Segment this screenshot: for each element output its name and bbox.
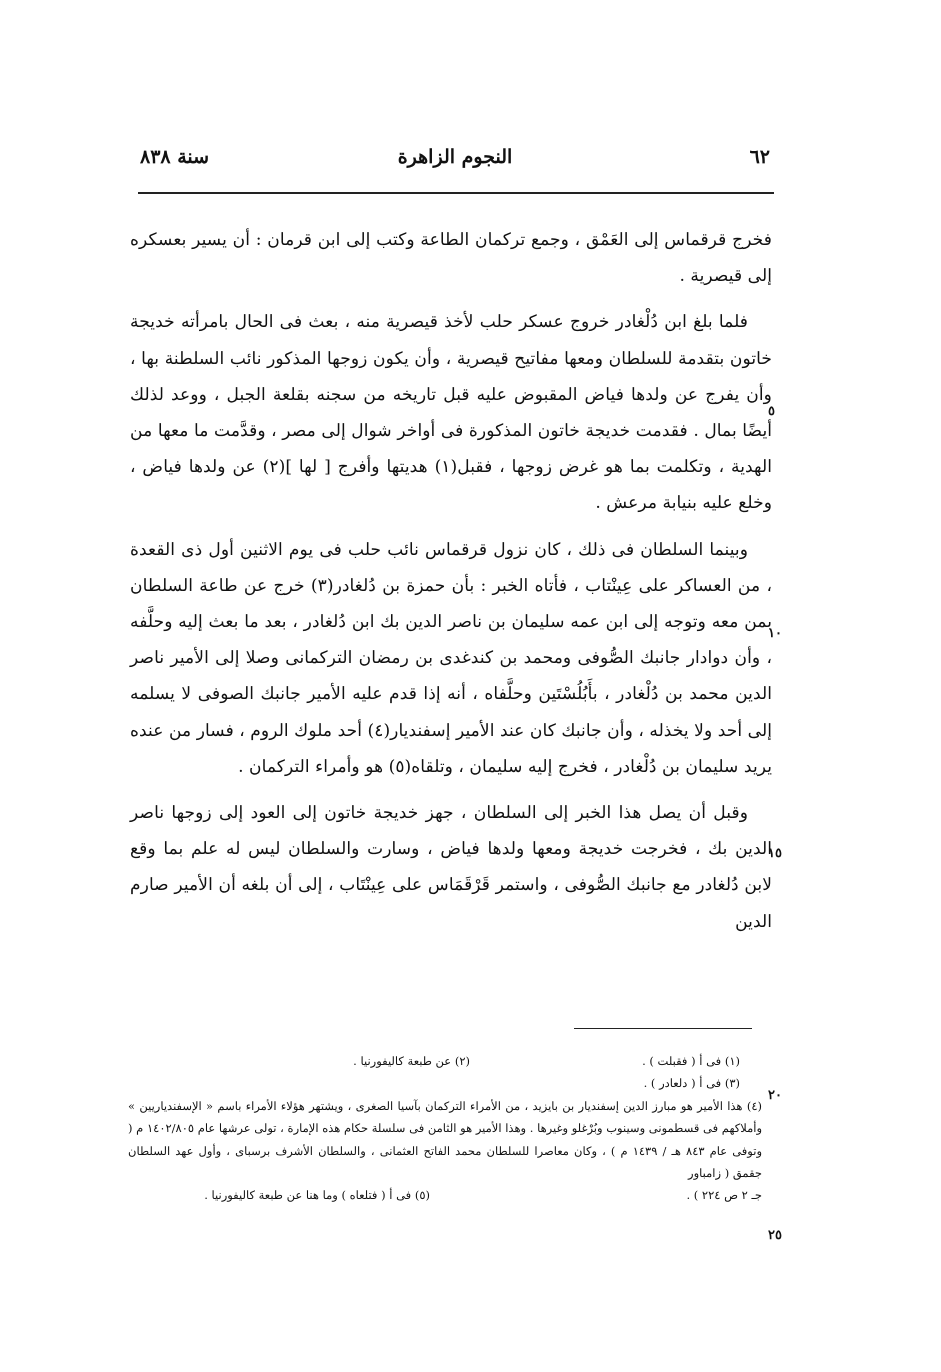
paragraph: وبينما السلطان فى ذلك ، كان نزول قرقماس نائب حلب فى يوم الاثنين أول ذى القعدة ، من العساكر على عِينْتاب ، فأتاه الخبر : بأن حمزة بن دُلغادر(٣) خرج عن طاعة السلطان بمن معه وتوجه إلى ابن عمه سليمان بن ناصر الدين بك ابن دُلغادر ، بعد ما بعث إليه وحلَّفه ، وأن دوادار جانبك الصُّوفى ومحمد بن كندغدى بن رمضان التركمانى وصلا إلى الأمير ناصر الدين محمد بن دُلْغادر ، بأَبُلُسْتَين وحلَّفاه ، أنه إذا قدم عليه الأمير جانبك الصوفى لا يسلمه إلى أحد ولا يخذله ، وأن جانبك كان عند الأمير إسفنديار(٤) أحد ملوك الروم ، فسار من عنده يريد سليمان بن دُلْغادر ، فخرج إليه سليمان ، وتلقاه(٥) هو وأمراء التركمان . <box>130 539 773 777</box>
running-header <box>140 146 770 180</box>
paragraph: فلما بلغ ابن دُلْغادر خروج عسكر حلب لأخذ قيصرية منه ، بعث فى الحال بامرأته خديجة خاتون بتقدمة للسلطان ومعها مفاتيح قيصرية ، وأن يكون زوجها المذكور نائب السلطنة بها ، وأن يفرج عن ولدها فياض المقبوض عليه قبل تاريخه من سجنه بقلعة الجبل ، ووعد لذلك أيضًا بمال . فقدمت خديجة خاتون المذكورة فى أواخر شوال إلى مصر ، وقدَّمت ما معها من الهدية ، وتكلمت بما هو غرض زوجها ، فقبل(١) هديتها وأفرج [ لها ](٢) عن ولدها فياض ، وخلع عليه بنيابة مرعش . <box>130 312 772 514</box>
line-number: ٢٥ <box>768 1228 782 1243</box>
footnote-3: (٣) فى أ ( دلعادر ) . <box>643 1076 740 1091</box>
footnote-4: (٤) هذا الأمير هو مبارز الدين إسفنديار بن بايزيد ، من الأمراء التركمان بآسيا الصغرى ، ويشتهر هؤلاء الأمراء باسم « الإسفندياريين » وأملاكهم فى قسطمونى وسينوب وبُرْغلو وغيرها . وهذا الأمير هو الثامن فى سلسلة حكام هذه الإمارة ، تولى عرشها عام ١٤٠٢/٨٠٥ م ( وتوفى عام ٨٤٣ هـ / ١٤٣٩ م ) ، وكان معاصرا للسلطان محمد الفاتح العثمانى ، والسلطان الأشرف برسباى ، وأول عهد السلطان جقمق ( زامباور <box>128 1098 762 1180</box>
header-rule <box>138 192 774 194</box>
footnote-4-end: جـ ٢ ص ٢٢٤ ) . <box>686 1188 762 1203</box>
footnote-5: (٥) فى أ ( فتلعاه ) وما هنا عن طبعة كاليفورنيا . <box>204 1188 430 1203</box>
footnote-2: (٢) عن طبعة كاليفورنيا . <box>353 1054 470 1068</box>
year-label: سنة ٨٣٨ <box>140 146 210 168</box>
footnote-1: (١) فى أ ( فقبلت ) . <box>642 1054 740 1068</box>
footnotes <box>128 1050 770 1207</box>
book-title: النجوم الزاهرة <box>397 146 513 168</box>
footnote-rule <box>574 1028 752 1029</box>
line-number: ٥ <box>768 404 775 419</box>
paragraph: فخرج قرقماس إلى العَمْق ، وجمع تركمان الطاعة وكتب إلى ابن قرمان : أن يسير بعسكره إلى قيصرية . <box>130 230 772 287</box>
main-text <box>130 222 772 940</box>
footnote-row <box>128 1050 770 1072</box>
footnote-row <box>128 1184 770 1206</box>
line-number: ١٠ <box>768 626 782 641</box>
page-number: ٦٢ <box>749 146 770 168</box>
line-number: ٢٠ <box>768 1088 782 1103</box>
line-number: ١٥ <box>768 846 782 861</box>
paragraph: وقبل أن يصل هذا الخبر إلى السلطان ، جهز خديجة خاتون إلى العود إلى زوجها ناصر الدين بك ، فخرجت خديجة ومعها ولدها فياض ، وسارت والسلطان ليس له علم بما وقع لابن دُلغادر مع جانبك الصُّوفى ، واستمر قَرْقَمَاس على عِينْتَاب ، إلى أن بلغه أن الأمير صارم الدين <box>130 803 772 932</box>
footnote-row <box>128 1072 770 1094</box>
